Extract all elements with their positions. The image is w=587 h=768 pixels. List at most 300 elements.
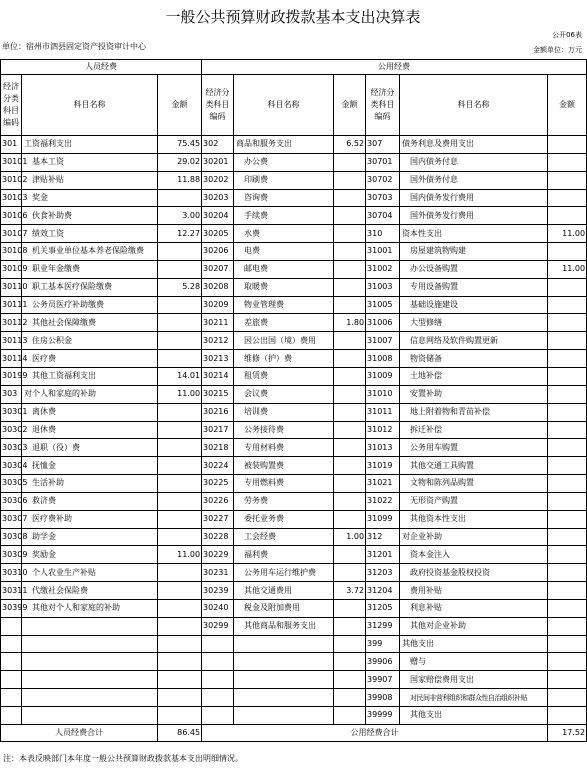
table-row xyxy=(1,314,587,332)
table-row xyxy=(1,475,587,493)
col-econ-code: 经济分类科目编码 xyxy=(1,75,22,136)
table-row xyxy=(1,510,587,528)
econ-code-cell: 31299 xyxy=(366,617,400,635)
table-row xyxy=(1,403,587,421)
econ-code-cell xyxy=(1,671,22,689)
subject-name-cell: 基础设施建设 xyxy=(400,296,548,314)
subject-name-cell: 文物和陈列品购置 xyxy=(400,475,548,493)
amount-cell xyxy=(548,207,587,225)
table-row xyxy=(1,439,587,457)
amount-cell: 3.00 xyxy=(158,207,202,225)
amount-cell: 11.88 xyxy=(158,171,202,189)
econ-code-cell: 31022 xyxy=(366,492,400,510)
amount-cell xyxy=(548,564,587,582)
econ-code-cell: 30214 xyxy=(202,367,234,385)
subject-name-cell: 工资福利支出 xyxy=(22,136,158,154)
econ-code-cell: 30211 xyxy=(202,314,234,332)
amount-cell xyxy=(548,492,587,510)
econ-code-cell: 310 xyxy=(366,225,400,243)
econ-code-cell: 31203 xyxy=(366,564,400,582)
econ-code-cell: 30239 xyxy=(202,582,234,600)
amount-cell: 11.00 xyxy=(158,546,202,564)
unit-label: 单位：宿州市泗县固定资产投资审计中心 xyxy=(2,42,146,51)
subject-name-cell: 税金及附加费用 xyxy=(234,599,334,617)
subject-name-cell: 退职（役）费 xyxy=(22,439,158,457)
personnel-total-value: 86.45 xyxy=(158,724,202,741)
totals-row xyxy=(1,724,587,741)
table-row xyxy=(1,689,587,707)
amount-cell xyxy=(334,689,366,707)
amount-cell: 11.00 xyxy=(158,385,202,403)
amount-cell xyxy=(548,350,587,368)
subject-name-cell: 公务用车购置 xyxy=(400,439,548,457)
subject-name-cell: 专用设备购置 xyxy=(400,278,548,296)
amount-cell xyxy=(158,332,202,350)
table-row xyxy=(1,546,587,564)
amount-cell xyxy=(334,564,366,582)
amount-cell xyxy=(548,617,587,635)
subject-name-cell: 基本工资 xyxy=(22,153,158,171)
amount-cell xyxy=(158,492,202,510)
amount-cell: 1.00 xyxy=(334,528,366,546)
subject-name-cell xyxy=(234,671,334,689)
col-amount: 金额 xyxy=(334,75,366,136)
subject-name-cell: 大型修缮 xyxy=(400,314,548,332)
public-total-value: 17.52 xyxy=(548,724,587,741)
subject-name-cell: 商品和服务支出 xyxy=(234,136,334,154)
subject-name-cell: 其他工资福利支出 xyxy=(22,367,158,385)
econ-code-cell: 30224 xyxy=(202,457,234,475)
econ-code-cell: 31001 xyxy=(366,243,400,261)
econ-code-cell: 39908 xyxy=(366,689,400,707)
subject-name-cell: 其他交通费用 xyxy=(234,582,334,600)
econ-code-cell: 30101 xyxy=(1,153,22,171)
subject-name-cell xyxy=(234,707,334,725)
econ-code-cell: 30305 xyxy=(1,475,22,493)
econ-code-cell: 303 xyxy=(1,385,22,403)
econ-code-cell: 31205 xyxy=(366,599,400,617)
subject-name-cell: 其他支出 xyxy=(400,635,548,653)
amount-cell xyxy=(158,314,202,332)
footnote: 注：本表反映部门本年度一般公共预算财政拨款基本支出明细情况。 xyxy=(3,754,243,763)
econ-code-cell: 30114 xyxy=(1,350,22,368)
econ-code-cell xyxy=(202,671,234,689)
econ-code-cell: 30308 xyxy=(1,528,22,546)
econ-code-cell: 31003 xyxy=(366,278,400,296)
amount-cell: 5.28 xyxy=(158,278,202,296)
amount-cell xyxy=(548,528,587,546)
amount-cell xyxy=(334,207,366,225)
econ-code-cell xyxy=(202,653,234,671)
econ-code-cell: 31019 xyxy=(366,457,400,475)
subject-name-cell xyxy=(234,653,334,671)
subject-name-cell: 赠与 xyxy=(400,653,548,671)
amount-cell xyxy=(158,296,202,314)
econ-code-cell: 30217 xyxy=(202,421,234,439)
econ-code-cell: 31005 xyxy=(366,296,400,314)
amount-cell xyxy=(548,599,587,617)
public-total-label: 公用经费合计 xyxy=(202,724,548,741)
subject-name-cell: 维修（护）费 xyxy=(234,350,334,368)
subject-name-cell: 培训费 xyxy=(234,403,334,421)
table-row xyxy=(1,367,587,385)
amount-cell xyxy=(334,385,366,403)
econ-code-cell: 30107 xyxy=(1,225,22,243)
amount-cell xyxy=(158,439,202,457)
subject-name-cell xyxy=(234,689,334,707)
personnel-total-label: 人员经费合计 xyxy=(1,724,158,741)
amount-cell xyxy=(158,457,202,475)
amount-cell xyxy=(158,653,202,671)
subject-name-cell xyxy=(22,653,158,671)
table-row xyxy=(1,707,587,725)
amount-cell xyxy=(334,707,366,725)
amount-cell xyxy=(334,457,366,475)
subject-name-cell: 印刷费 xyxy=(234,171,334,189)
amount-cell xyxy=(334,546,366,564)
amount-cell xyxy=(334,653,366,671)
table-row xyxy=(1,457,587,475)
econ-code-cell: 30399 xyxy=(1,599,22,617)
amount-cell xyxy=(334,260,366,278)
table-row xyxy=(1,492,587,510)
col-subject: 科目名称 xyxy=(400,75,548,136)
amount-cell xyxy=(548,153,587,171)
econ-code-cell: 30704 xyxy=(366,207,400,225)
econ-code-cell: 30202 xyxy=(202,171,234,189)
econ-code-cell: 30216 xyxy=(202,403,234,421)
table-row xyxy=(1,332,587,350)
amount-cell xyxy=(334,617,366,635)
econ-code-cell: 302 xyxy=(202,136,234,154)
subject-name-cell: 土地补偿 xyxy=(400,367,548,385)
subject-name-cell: 被装购置费 xyxy=(234,457,334,475)
amount-cell xyxy=(548,189,587,207)
econ-code-cell: 307 xyxy=(366,136,400,154)
table-row xyxy=(1,635,587,653)
subject-name-cell xyxy=(22,707,158,725)
econ-code-cell: 30703 xyxy=(366,189,400,207)
subject-name-cell: 差旅费 xyxy=(234,314,334,332)
amount-cell xyxy=(334,278,366,296)
amount-cell: 1.80 xyxy=(334,314,366,332)
subject-name-cell xyxy=(22,689,158,707)
amount-cell xyxy=(158,635,202,653)
econ-code-cell: 30109 xyxy=(1,260,22,278)
amount-cell xyxy=(548,385,587,403)
subject-name-cell: 福利费 xyxy=(234,546,334,564)
econ-code-cell xyxy=(1,689,22,707)
amount-cell xyxy=(548,689,587,707)
amount-cell xyxy=(548,403,587,421)
econ-code-cell: 30203 xyxy=(202,189,234,207)
amount-cell: 11.00 xyxy=(548,225,587,243)
econ-code-cell xyxy=(202,707,234,725)
table-row xyxy=(1,296,587,314)
amount-cell xyxy=(334,492,366,510)
subject-name-cell: 对个人和家庭的补助 xyxy=(22,385,158,403)
econ-code-cell: 31007 xyxy=(366,332,400,350)
econ-code-cell: 30111 xyxy=(1,296,22,314)
amount-cell: 6.52 xyxy=(334,136,366,154)
subject-name-cell: 专用材料费 xyxy=(234,439,334,457)
amount-cell xyxy=(334,189,366,207)
amount-cell: 11.00 xyxy=(548,260,587,278)
amount-cell xyxy=(158,243,202,261)
amount-cell xyxy=(158,582,202,600)
subject-name-cell: 物业管理费 xyxy=(234,296,334,314)
econ-code-cell: 30208 xyxy=(202,278,234,296)
col-amount: 金额 xyxy=(548,75,587,136)
econ-code-cell xyxy=(1,707,22,725)
table-row xyxy=(1,653,587,671)
subject-name-cell: 奖金 xyxy=(22,189,158,207)
econ-code-cell: 31011 xyxy=(366,403,400,421)
amount-cell xyxy=(334,153,366,171)
econ-code-cell: 301 xyxy=(1,136,22,154)
amount-cell xyxy=(548,332,587,350)
amount-cell xyxy=(158,189,202,207)
amount-cell xyxy=(334,635,366,653)
amount-cell: 75.45 xyxy=(158,136,202,154)
public-header: 公用经费 xyxy=(202,60,587,75)
amount-cell xyxy=(548,457,587,475)
personnel-header: 人员经费 xyxy=(1,60,202,75)
subject-name-cell: 其他对企业补助 xyxy=(400,617,548,635)
subject-name-cell: 生活补助 xyxy=(22,475,158,493)
econ-code-cell: 39907 xyxy=(366,671,400,689)
econ-code-cell: 30201 xyxy=(202,153,234,171)
amount-cell xyxy=(158,689,202,707)
amount-cell xyxy=(334,171,366,189)
amount-cell xyxy=(158,510,202,528)
col-econ-code: 经济分类科目编码 xyxy=(366,75,400,136)
subject-name-cell: 职业年金缴费 xyxy=(22,260,158,278)
econ-code-cell: 30225 xyxy=(202,475,234,493)
subject-name-cell: 国家赔偿费用支出 xyxy=(400,671,548,689)
amount-cell xyxy=(334,510,366,528)
subject-name-cell: 退休费 xyxy=(22,421,158,439)
amount-cell xyxy=(334,243,366,261)
econ-code-cell: 30302 xyxy=(1,421,22,439)
econ-code-cell: 30113 xyxy=(1,332,22,350)
subject-name-cell: 劳务费 xyxy=(234,492,334,510)
col-subject: 科目名称 xyxy=(234,75,334,136)
amount-cell xyxy=(548,475,587,493)
econ-code-cell xyxy=(1,653,22,671)
econ-code-cell: 30228 xyxy=(202,528,234,546)
econ-code-cell: 30299 xyxy=(202,617,234,635)
amount-cell xyxy=(334,421,366,439)
amount-cell xyxy=(158,260,202,278)
table-row xyxy=(1,243,587,261)
amount-cell xyxy=(548,653,587,671)
econ-code-cell: 30218 xyxy=(202,439,234,457)
subject-name-cell: 咨询费 xyxy=(234,189,334,207)
subject-name-cell: 利息补贴 xyxy=(400,599,548,617)
amount-cell xyxy=(548,171,587,189)
amount-cell xyxy=(548,707,587,725)
table-row xyxy=(1,189,587,207)
subject-name-cell: 国内债务发行费用 xyxy=(400,189,548,207)
table-row xyxy=(1,171,587,189)
econ-code-cell xyxy=(1,617,22,635)
econ-code-cell: 31006 xyxy=(366,314,400,332)
amount-cell xyxy=(548,136,587,154)
subject-name-cell: 其他对个人和家庭的补助 xyxy=(22,599,158,617)
amount-cell xyxy=(334,225,366,243)
page-title: 一般公共预算财政拨款基本支出决算表 xyxy=(165,8,421,26)
subject-name-cell: 物资储备 xyxy=(400,350,548,368)
amount-cell: 14.01 xyxy=(158,367,202,385)
subject-name-cell: 其他社会保障缴费 xyxy=(22,314,158,332)
subject-name-cell: 安置补助 xyxy=(400,385,548,403)
econ-code-cell: 30108 xyxy=(1,243,22,261)
econ-code-cell: 31013 xyxy=(366,439,400,457)
amount-cell xyxy=(158,350,202,368)
amount-cell xyxy=(334,403,366,421)
econ-code-cell: 30301 xyxy=(1,403,22,421)
amount-cell xyxy=(334,599,366,617)
econ-code-cell: 30215 xyxy=(202,385,234,403)
econ-code-cell: 30303 xyxy=(1,439,22,457)
amount-cell: 29.02 xyxy=(158,153,202,171)
econ-code-cell: 30205 xyxy=(202,225,234,243)
subject-name-cell: 离休费 xyxy=(22,403,158,421)
amount-cell xyxy=(334,296,366,314)
table-row xyxy=(1,225,587,243)
subject-name-cell: 公务接待费 xyxy=(234,421,334,439)
econ-code-cell: 30213 xyxy=(202,350,234,368)
subject-name-cell: 医疗费补助 xyxy=(22,510,158,528)
econ-code-cell: 30231 xyxy=(202,564,234,582)
econ-code-cell: 399 xyxy=(366,635,400,653)
amount-cell: 3.72 xyxy=(334,582,366,600)
econ-code-cell: 31201 xyxy=(366,546,400,564)
econ-code-cell: 31010 xyxy=(366,385,400,403)
amount-cell xyxy=(548,278,587,296)
econ-code-cell: 30229 xyxy=(202,546,234,564)
subject-name-cell: 个人农业生产补贴 xyxy=(22,564,158,582)
econ-code-cell: 30311 xyxy=(1,582,22,600)
table-row xyxy=(1,260,587,278)
subject-name-cell: 绩效工资 xyxy=(22,225,158,243)
econ-code-cell: 31099 xyxy=(366,510,400,528)
econ-code-cell: 30309 xyxy=(1,546,22,564)
amount-cell xyxy=(334,367,366,385)
econ-code-cell: 312 xyxy=(366,528,400,546)
subject-name-cell: 取暖费 xyxy=(234,278,334,296)
econ-code-cell: 31008 xyxy=(366,350,400,368)
subject-name-cell: 国内债务付息 xyxy=(400,153,548,171)
table-row xyxy=(1,153,587,171)
table-row xyxy=(1,528,587,546)
amount-cell xyxy=(334,475,366,493)
subject-name-cell: 办公费 xyxy=(234,153,334,171)
table-row xyxy=(1,136,587,154)
amount-cell: 12.27 xyxy=(158,225,202,243)
econ-code-cell xyxy=(1,635,22,653)
amount-cell xyxy=(158,617,202,635)
amount-cell xyxy=(548,635,587,653)
subject-name-cell: 资本性支出 xyxy=(400,225,548,243)
amount-cell xyxy=(158,707,202,725)
subject-name-cell xyxy=(22,617,158,635)
econ-code-cell: 30204 xyxy=(202,207,234,225)
subject-name-cell: 费用补贴 xyxy=(400,582,548,600)
subject-name-cell: 信息网络及软件购置更新 xyxy=(400,332,548,350)
amount-cell xyxy=(158,671,202,689)
subject-name-cell xyxy=(22,635,158,653)
amount-cell xyxy=(158,421,202,439)
amount-cell xyxy=(548,243,587,261)
amount-cell xyxy=(548,439,587,457)
econ-code-cell: 31021 xyxy=(366,475,400,493)
subject-name-cell: 伙食补助费 xyxy=(22,207,158,225)
amount-cell xyxy=(158,403,202,421)
table-row xyxy=(1,582,587,600)
econ-code-cell xyxy=(202,689,234,707)
table-row xyxy=(1,599,587,617)
table-row xyxy=(1,278,587,296)
econ-code-cell: 30240 xyxy=(202,599,234,617)
subject-name-cell: 公务用车运行维护费 xyxy=(234,564,334,582)
subject-name-cell: 其他交通工具购置 xyxy=(400,457,548,475)
col-econ-code: 经济分类科目编码 xyxy=(202,75,234,136)
table-row xyxy=(1,671,587,689)
table-row xyxy=(1,421,587,439)
econ-code-cell: 39906 xyxy=(366,653,400,671)
econ-code-cell: 30199 xyxy=(1,367,22,385)
amount-cell xyxy=(334,671,366,689)
econ-code-cell: 30212 xyxy=(202,332,234,350)
subject-name-cell: 会议费 xyxy=(234,385,334,403)
subject-name-cell: 拆迁补偿 xyxy=(400,421,548,439)
amount-cell xyxy=(548,314,587,332)
econ-code-cell: 31002 xyxy=(366,260,400,278)
subject-name-cell: 政府投资基金股权投资 xyxy=(400,564,548,582)
table-row xyxy=(1,564,587,582)
econ-code-cell: 31204 xyxy=(366,582,400,600)
econ-code-cell: 39999 xyxy=(366,707,400,725)
amount-cell xyxy=(334,350,366,368)
subject-name-cell: 医疗费 xyxy=(22,350,158,368)
amount-cell xyxy=(548,421,587,439)
econ-code-cell: 30102 xyxy=(1,171,22,189)
subject-name-cell: 无形资产购置 xyxy=(400,492,548,510)
amount-cell xyxy=(158,564,202,582)
subject-name-cell: 抚恤金 xyxy=(22,457,158,475)
subject-name-cell: 房屋建筑物购建 xyxy=(400,243,548,261)
table-row xyxy=(1,617,587,635)
subject-name-cell: 委托业务费 xyxy=(234,510,334,528)
subject-name-cell xyxy=(234,635,334,653)
econ-code-cell: 30226 xyxy=(202,492,234,510)
subject-name-cell: 津贴补贴 xyxy=(22,171,158,189)
econ-code-cell: 30306 xyxy=(1,492,22,510)
econ-code-cell: 30207 xyxy=(202,260,234,278)
table-row xyxy=(1,350,587,368)
col-subject: 科目名称 xyxy=(22,75,158,136)
amount-cell xyxy=(548,296,587,314)
econ-code-cell: 30206 xyxy=(202,243,234,261)
col-amount: 金额 xyxy=(158,75,202,136)
econ-code-cell: 30209 xyxy=(202,296,234,314)
amount-cell xyxy=(158,599,202,617)
subject-name-cell: 助学金 xyxy=(22,528,158,546)
subject-name-cell: 债务利息及费用支出 xyxy=(400,136,548,154)
subject-name-cell: 水费 xyxy=(234,225,334,243)
